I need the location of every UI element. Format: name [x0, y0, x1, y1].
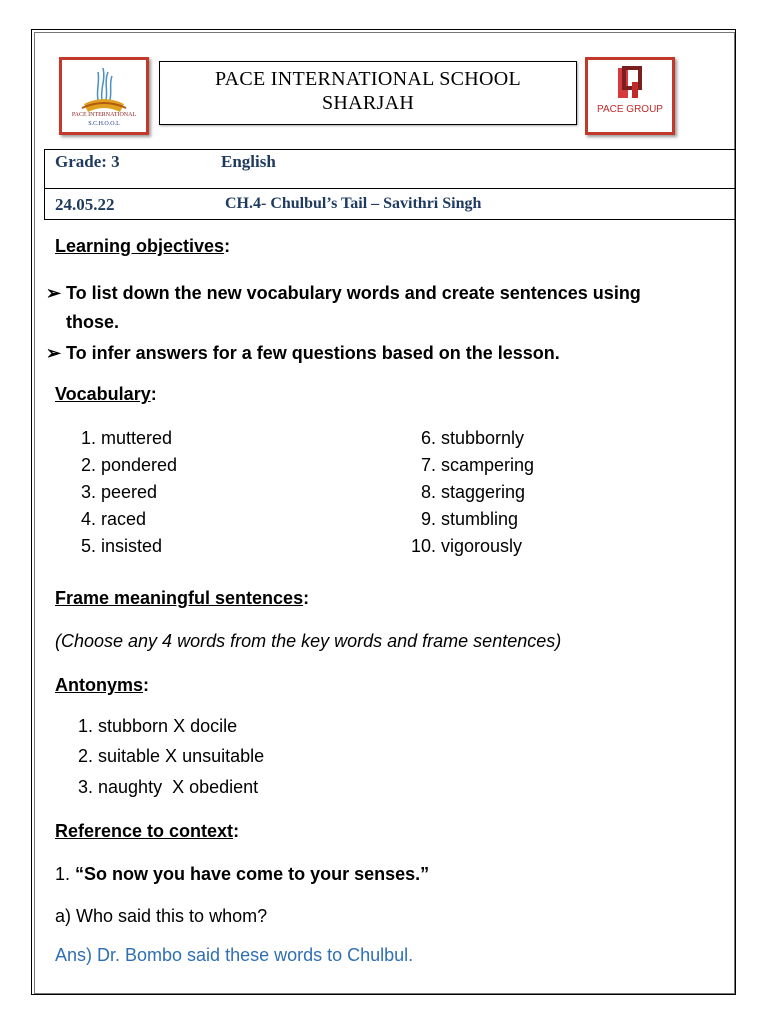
antonyms-colon: : [143, 675, 150, 695]
vocab-num: 9. [420, 509, 436, 529]
arrow-bullet-icon: ➢ [46, 283, 62, 303]
sentences-colon: : [303, 588, 310, 608]
vocab-item [70, 479, 157, 506]
left-logo-text2: S.C.H.O.O.L [88, 121, 120, 127]
school-logo-left [59, 57, 149, 135]
vocab-num: 6. [420, 428, 436, 448]
sentences-heading-text: Frame meaningful sentences [55, 588, 304, 608]
vocab-num: 1. [80, 428, 96, 448]
quote-number: 1. [55, 864, 71, 884]
vocab-num: 2. [80, 455, 96, 475]
antonym-num: 1. [78, 716, 94, 736]
arrow-bullet-icon: ➢ [46, 343, 62, 363]
antonym-text: suitable X unsuitable [98, 746, 265, 766]
pace-group-logo-icon [588, 60, 672, 132]
reference-answer: Ans) Dr. Bombo said these words to Chulbul. [55, 945, 414, 965]
sentences-note: (Choose any 4 words from the key words and frame sentences) [55, 631, 562, 651]
group-logo-right [585, 57, 675, 135]
chapter-label: CH.4- Chulbul’s Tail – Savithri Singh [225, 195, 482, 212]
date-label: 24.05.22 [55, 195, 115, 214]
vocab-num: 3. [80, 482, 96, 502]
vocab-num: 7. [420, 455, 436, 475]
vocab-num: 10. [410, 536, 436, 556]
vocabulary-heading [55, 384, 157, 405]
grade-label: Grade: 3 [55, 152, 120, 171]
reference-quote: “So now you have come to your senses.” [75, 864, 430, 884]
objectives-colon: : [224, 236, 231, 256]
vocab-item [410, 533, 522, 560]
objective-item-1 [46, 279, 736, 337]
antonym-num: 2. [78, 746, 94, 766]
objectives-heading-text: Learning objectives [55, 236, 225, 256]
antonym-num: 3. [78, 777, 94, 797]
vocab-item [410, 479, 525, 506]
vocab-word: scampering [441, 455, 535, 475]
sentences-heading [55, 588, 309, 609]
vocab-word: insisted [101, 536, 163, 556]
vocab-item [410, 425, 524, 452]
vocab-word: staggering [441, 482, 526, 502]
reference-colon: : [233, 821, 240, 841]
objective-1-line2: those. [66, 312, 120, 332]
vocab-item [70, 425, 172, 452]
antonym-item [78, 777, 258, 798]
reference-quote-line [55, 864, 429, 885]
reference-heading-text: Reference to context [55, 821, 234, 841]
school-name: PACE INTERNATIONAL SCHOOL [214, 68, 522, 90]
vocab-num: 5. [80, 536, 96, 556]
antonym-item [78, 716, 237, 737]
vocabulary-colon: : [150, 384, 157, 404]
left-logo-text1: PACE INTERNATIONAL [71, 112, 137, 118]
objective-2-line1: To infer answers for a few questions based on the lesson. [66, 343, 560, 363]
vocab-num: 8. [420, 482, 436, 502]
objective-1-line1: To list down the new vocabulary words and create sentences using [66, 283, 641, 303]
vocab-word: pondered [101, 455, 178, 475]
school-crest-icon [62, 60, 146, 132]
vocab-item [70, 452, 177, 479]
vocab-word: muttered [101, 428, 173, 448]
vocab-item [70, 533, 162, 560]
reference-heading [55, 821, 239, 842]
vocab-word: stumbling [441, 509, 519, 529]
subject-label: English [221, 152, 276, 171]
vocab-word: peered [101, 482, 158, 502]
vocab-item [70, 506, 146, 533]
antonym-text: stubborn X docile [98, 716, 238, 736]
vocab-num: 4. [80, 509, 96, 529]
right-logo-text: PACE GROUP [597, 104, 663, 115]
school-city: SHARJAH [321, 92, 415, 114]
antonyms-heading [55, 675, 149, 696]
objectives-heading [55, 236, 230, 257]
vocab-item [410, 452, 534, 479]
antonyms-heading-text: Antonyms [55, 675, 144, 695]
table-divider [45, 188, 735, 189]
objective-item-2 [46, 339, 736, 368]
vocab-item [410, 506, 518, 533]
vocab-word: stubbornly [441, 428, 525, 448]
antonym-text: naughty X obedient [98, 777, 259, 797]
vocab-word: vigorously [441, 536, 523, 556]
school-title-box [159, 61, 577, 125]
antonym-item [78, 746, 264, 767]
vocabulary-heading-text: Vocabulary [55, 384, 151, 404]
vocab-word: raced [101, 509, 147, 529]
reference-question: a) Who said this to whom? [55, 906, 268, 926]
